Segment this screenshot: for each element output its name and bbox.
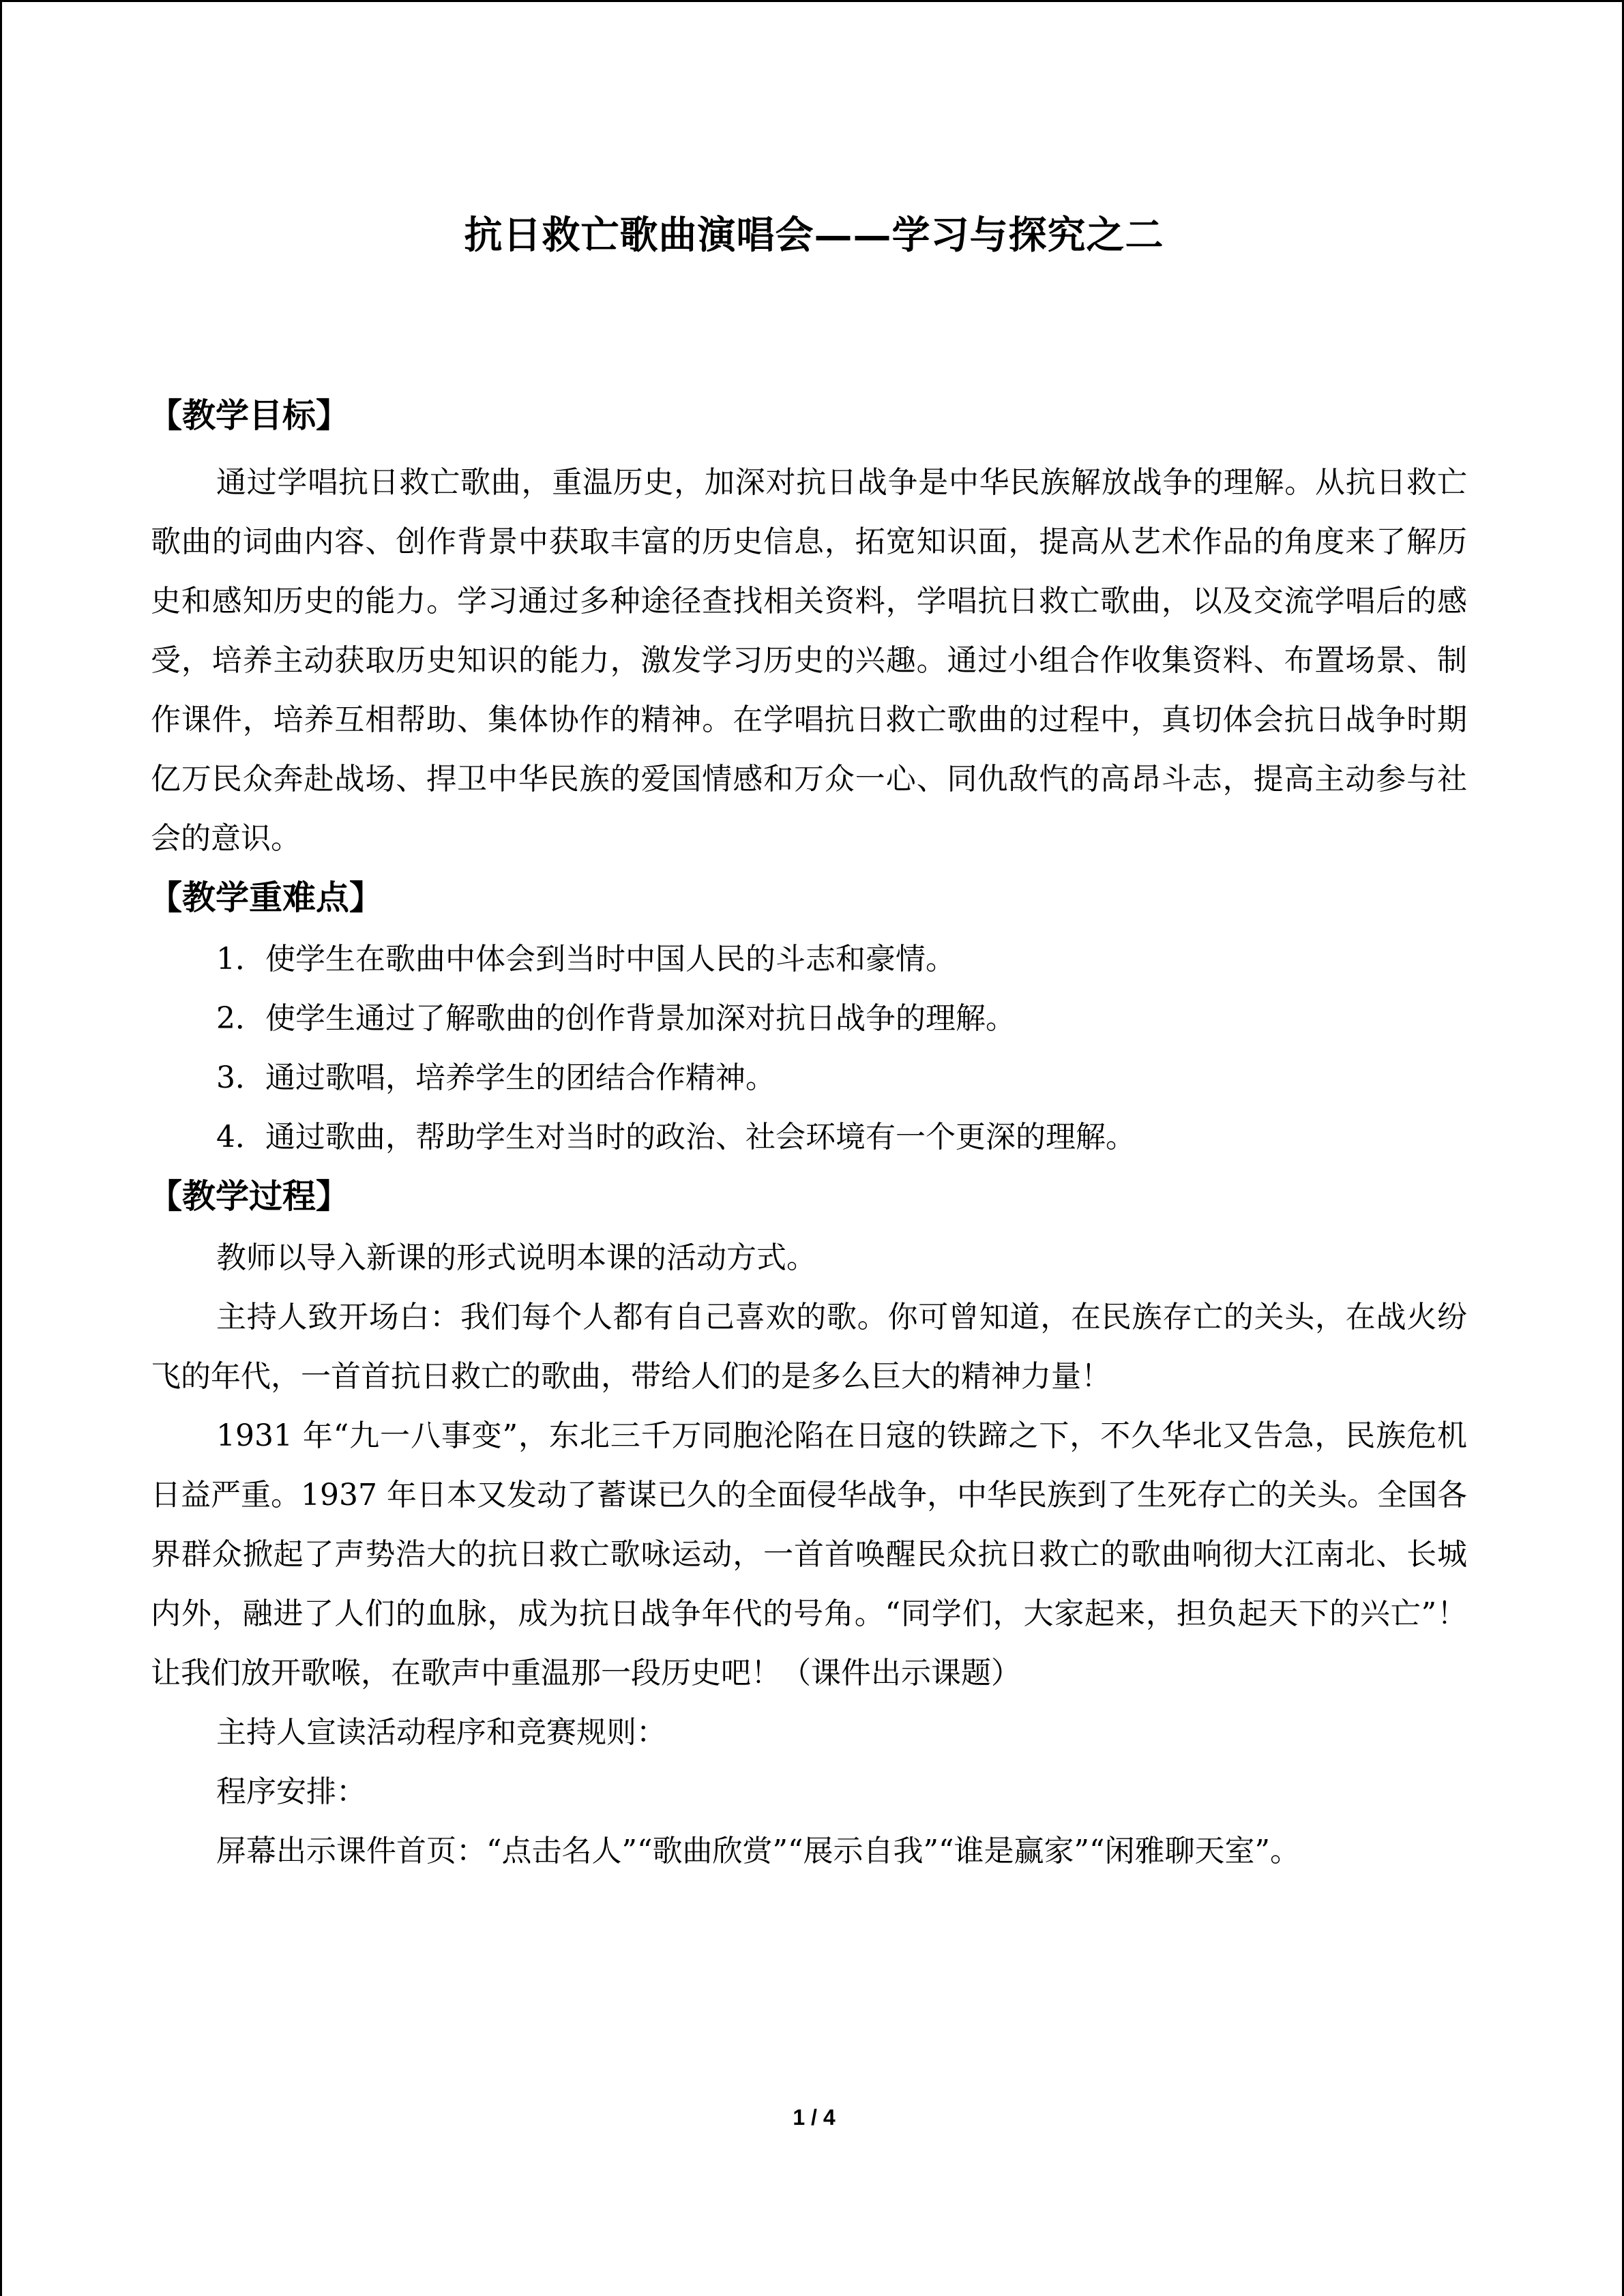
document-title: 抗日救亡歌曲演唱会——学习与探究之二 bbox=[464, 213, 1164, 258]
process-paragraph: 教师以导入新课的形式说明本课的活动方式。 bbox=[216, 1240, 816, 1275]
section-heading-objectives: 【教学目标】 bbox=[149, 396, 350, 435]
list-item: 1．使学生在歌曲中体会到当时中国人民的斗志和豪情。 bbox=[216, 942, 956, 976]
process-paragraph: 程序安排： bbox=[216, 1774, 366, 1809]
section-heading-process: 【教学过程】 bbox=[149, 1177, 350, 1216]
objectives-paragraph: 通过学唱抗日救亡歌曲，重温历史，加深对抗日战争是中华民族解放战争的理解。从抗日救亡歌曲的词曲内容、创作背景中获取丰富的历史信息，拓宽知识面，提高从艺术作品的角度来了解历史和感知历史的能力。学习通过多种途径查找相关资料，学唱抗日救亡歌曲，以及交流学唱后的感受，培养主动获取历史知识的能力，激发学习历史的兴趣。通过小组合作收集资料、布置场景、制作课件，培养互相帮助、集体协作的精神。在学唱抗日救亡歌曲的过程中，真切体会抗日战争时期亿万民众奔赴战场、捍卫中华民族的爱国情感和万众一心、同仇敌忾的高昂斗志，提高主动参与社会的意识。 bbox=[151, 465, 1467, 856]
section-heading-key-points: 【教学重难点】 bbox=[149, 878, 383, 917]
process-paragraph: 屏幕出示课件首页：“点击名人”“歌曲欣赏”“展示自我”“谁是赢家”“闲雅聊天室”。 bbox=[216, 1834, 1300, 1868]
list-item: 4．通过歌曲，帮助学生对当时的政治、社会环境有一个更深的理解。 bbox=[216, 1120, 1136, 1154]
document-body bbox=[151, 386, 1467, 1881]
list-item: 3．通过歌唱，培养学生的团结合作精神。 bbox=[216, 1060, 776, 1095]
process-paragraph: 主持人宣读活动程序和竞赛规则： bbox=[216, 1715, 666, 1750]
key-points-list bbox=[151, 929, 1467, 1167]
process-paragraphs bbox=[151, 1228, 1467, 1881]
page-number: 1 / 4 bbox=[793, 2105, 836, 2130]
process-paragraph: 主持人致开场白：我们每个人都有自己喜欢的歌。你可曾知道，在民族存亡的关头，在战火纷飞的年代，一首首抗日救亡的歌曲，带给人们的是多么巨大的精神力量！ bbox=[151, 1300, 1467, 1394]
list-item: 2．使学生通过了解歌曲的创作背景加深对抗日战争的理解。 bbox=[216, 1001, 1016, 1036]
process-paragraph: 1931 年“九一八事变”，东北三千万同胞沦陷在日寇的铁蹄之下，不久华北又告急，民族危机日益严重。1937 年日本又发动了蓄谋已久的全面侵华战争，中华民族到了生死存亡的关头。全国各界群众掀起了声势浩大的抗日救亡歌咏运动，一首首唤醒民众抗日救亡的歌曲响彻大江南北、长城内外，融进了人们的血脉，成为抗日战争年代的号角。“同学们，大家起来，担负起天下的兴亡”！让我们放开歌喉，在歌声中重温那一段历史吧！（课件出示课题） bbox=[151, 1418, 1467, 1690]
